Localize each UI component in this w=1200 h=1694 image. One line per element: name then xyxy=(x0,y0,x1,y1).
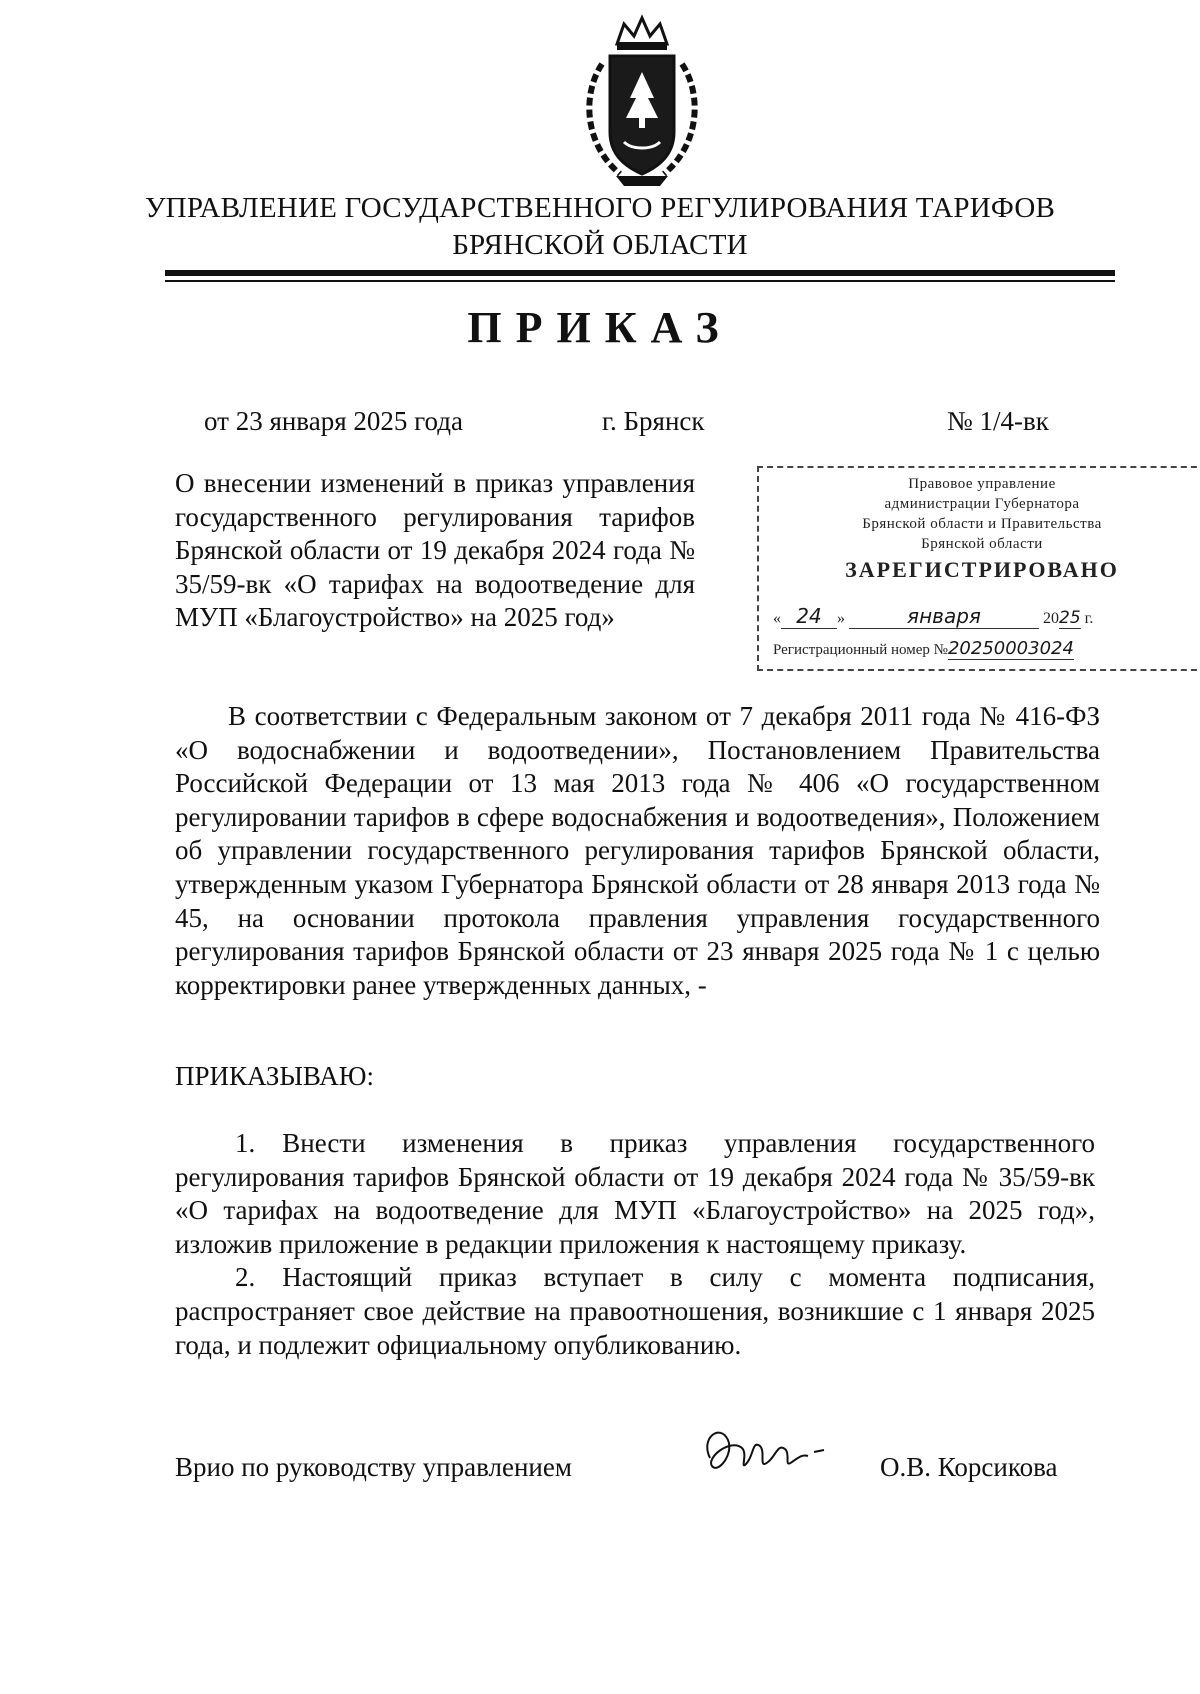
document-body xyxy=(175,700,1100,1002)
stamp-reg-label: Регистрационный номер № xyxy=(773,642,948,658)
order-item-2: 2. Настоящий приказ вступает в силу с момента подписания, распространяет свое действие на правоотношения, возникшие с 1 января 2025 года, и подлежит официальному опубликованию. xyxy=(175,1262,1095,1360)
stamp-registered-label: ЗАРЕГИСТРИРОВАНО xyxy=(845,557,1119,582)
stamp-year-unit: г. xyxy=(1084,610,1094,627)
document-date: от 23 января 2025 года xyxy=(204,406,463,436)
stamp-month: января xyxy=(849,604,1039,629)
organization-name-line1: УПРАВЛЕНИЕ ГОСУДАРСТВЕННОГО РЕГУЛИРОВАНИЯ ТАРИФОВ xyxy=(144,192,1056,224)
document-number: № 1/4-вк xyxy=(947,406,1049,436)
preamble-paragraph: В соответствии с Федеральным законом от 7 декабря 2011 года № 416-ФЗ «О водоснабжении и водоотведении», Постановлением Правительства Российской Федерации от 13 мая 2013 года № 406 «О государственном регулировании тарифов в сфере водоснабжения и водоотведения», Положением об управлении государственного регулирования тарифов Брянской области, утвержденным указом Губернатора Брянской области от 28 января 2013 года № 45, на основании протокола правления управления государственного регулирования тарифов Брянской области от 23 января 2025 года № 1 с целью корректировки ранее утвержденных данных, - xyxy=(175,701,1100,1000)
header-rule-thin xyxy=(165,280,1115,282)
stamp-reg-number-line xyxy=(773,638,1200,659)
signatory-name: О.В. Корсикова xyxy=(880,1452,1058,1482)
document-subject xyxy=(175,467,695,635)
document-title: ПРИКАЗ xyxy=(467,303,733,352)
coat-of-arms-icon xyxy=(572,14,712,192)
header-rule-thick xyxy=(165,270,1115,276)
stamp-year-prefix: 20 xyxy=(1043,610,1059,627)
signatory-position: Врио по руководству управлением xyxy=(175,1452,572,1482)
stamp-date-line: « 24 » января 2025 г. xyxy=(773,604,1094,628)
order-word: ПРИКАЗЫВАЮ: xyxy=(175,1061,374,1091)
organization-name-line2: БРЯНСКОЙ ОБЛАСТИ xyxy=(452,229,748,261)
stamp-line-3: Брянской области и Правительства xyxy=(862,516,1102,532)
order-items xyxy=(175,1127,1095,1362)
stamp-reg-number: 20250003024 xyxy=(947,638,1074,659)
stamp-year-suffix: 25 xyxy=(1059,608,1081,628)
registration-stamp xyxy=(757,466,1200,671)
document-city: г. Брянск xyxy=(602,406,705,436)
stamp-day: 24 xyxy=(781,604,837,629)
subject-last-line: МУП «Благоустройство» на 2025 год» xyxy=(175,602,615,633)
stamp-line-1: Правовое управление xyxy=(908,476,1056,492)
handwritten-signature-icon xyxy=(690,1418,840,1488)
order-item-1: 1. Внести изменения в приказ управления государственного регулирования тарифов Брянской области от 19 декабря 2024 года № 35/59-вк «О тарифах на водоотведение для МУП «Благоустройство» на 2025 год», изложив приложение в редакции приложения к настоящему приказу. xyxy=(175,1128,1095,1259)
stamp-line-4: Брянской области xyxy=(921,536,1043,552)
subject-main-text: О внесении изменений в приказ управления государственного регулирования тарифов Брянской области от 19 декабря 2024 года № 35/59-вк «О тарифах на водоотведение для xyxy=(175,468,695,599)
stamp-line-2: администрации Губернатора xyxy=(884,496,1080,512)
